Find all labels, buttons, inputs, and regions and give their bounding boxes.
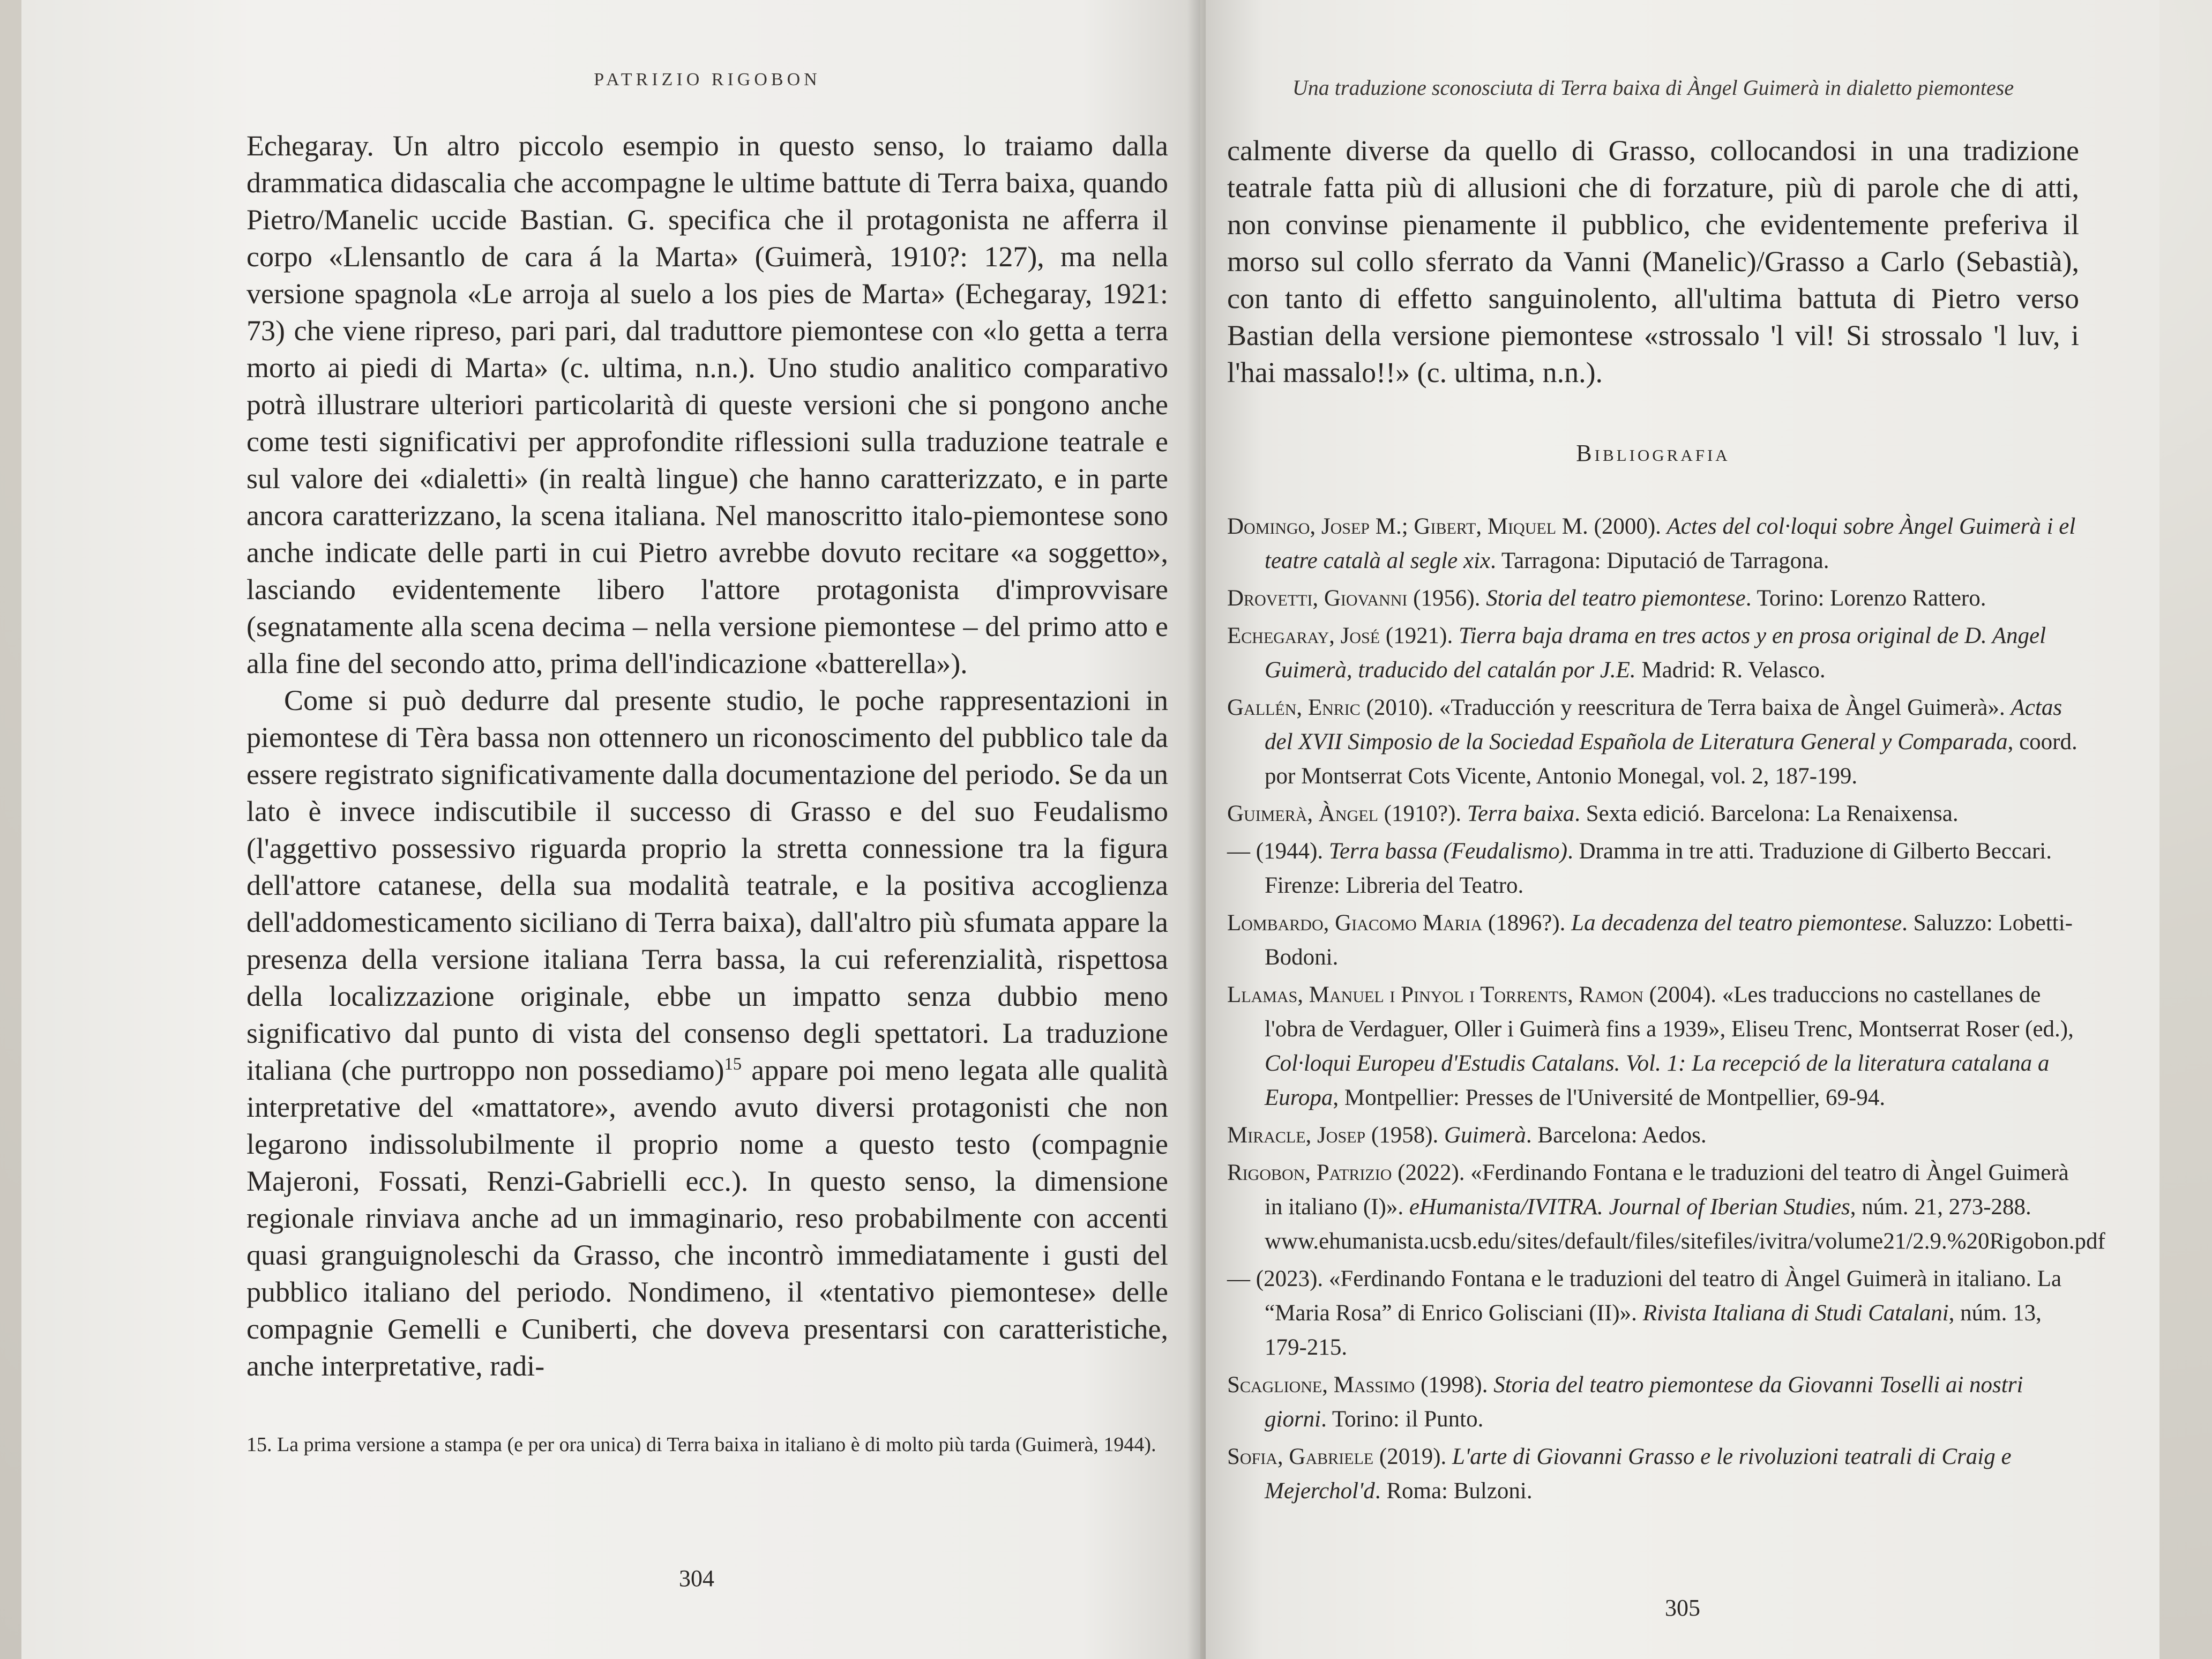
entry-rest: (2022). «Ferdinando Fontana e le traduzioni del teatro di Àngel Guimerà in italiano (I)». xyxy=(1265,1160,2069,1220)
entry-rest: (1896?). xyxy=(1482,910,1572,936)
entry-author: Lombardo, Giacomo Maria xyxy=(1227,910,1483,936)
entry-tail: . Tarragona: Diputació de Tarragona. xyxy=(1490,548,1829,573)
right-body-text xyxy=(1227,132,2079,391)
entry-rest: (2023). «Ferdinando Fontana e le traduzioni del teatro di Àngel Guimerà in italiano. La “Maria Rosa” di Enrico Golisciani (II)». xyxy=(1250,1266,2062,1326)
bibliography-entry xyxy=(1227,1262,2079,1365)
bibliography-entry xyxy=(1227,619,2079,687)
paragraph: Echegaray. Un altro piccolo esempio in questo senso, lo traiamo dalla drammatica didascalia che accompagne le ultime battute di Terra baixa, quando Pietro/Manelic uccide Bastian. G. specifica che il protagonista ne afferra il corpo «Llensantlo de cara á la Marta» (Guimerà, 1910?: 127), ma nella versione spagnola «Le arroja al suelo a los pies de Marta» (Echegaray, 1921: 73) che viene ripreso, pari pari, dal traduttore piemontese con «lo getta a terra morto ai piedi di Marta» (c. ultima, n.n.). Uno studio analitico comparativo potrà illustrare ulteriori particolarità di queste versioni che si pongono anche come testi significativi per approfondite riflessioni sulla traduzione teatrale e sul valore dei «dialetti» (in realtà lingue) che hanno caratterizzato, e in parte ancora caratterizzano, la scena italiana. Nel manoscritto italo-piemontese sono anche indicate delle parti in cui Pietro avrebbe dovuto recitare «a soggetto», lasciando evidentemente libero l'attore protagonista d'improvvisare (segnatamente alla scena decima – nella versione piemontese – del primo atto e alla fine del secondo atto, prima dell'indicazione «batterella»). xyxy=(246,130,1168,679)
bibliography-entry xyxy=(1227,1118,2079,1153)
entry-title: eHumanista/IVITRA. Journal of Iberian Studies xyxy=(1409,1194,1850,1220)
entry-author: Llamas, Manuel i Pinyol i Torrents, Ramon xyxy=(1227,982,1643,1007)
entry-rest: (2004). «Les traduccions no castellanes de l'obra de Verdaguer, Oller i Guimerà fins a 1939», Eliseu Trenc, Montserrat Roser (ed.), xyxy=(1265,982,2074,1042)
entry-title: L'arte di Giovanni Grasso e le rivoluzioni teatrali di Craig e Mejerchol'd xyxy=(1265,1444,2012,1504)
entry-author: Guimerà, Àngel xyxy=(1227,801,1378,826)
entry-rest: (2019). xyxy=(1373,1444,1453,1469)
entry-author: Echegaray, José xyxy=(1227,623,1380,648)
entry-title: La decadenza del teatro piemontese xyxy=(1571,910,1902,936)
left-page xyxy=(21,0,1200,1659)
footnote: 15. La prima versione a stampa (e per ora unica) di Terra baixa in italiano è di molto più tarda (Guimerà, 1944). xyxy=(246,1433,1156,1456)
paragraph xyxy=(246,682,1168,1385)
entry-title: Terra bassa (Feudalismo) xyxy=(1328,839,1568,864)
entry-author: — xyxy=(1227,839,1250,864)
entry-tail: , núm. 21, 273-288. www.ehumanista.ucsb.edu/sites/default/files/sitefiles/ivitra/volume21/2.9.%20Rigobon.pdf xyxy=(1265,1194,2105,1254)
entry-tail: Madrid: R. Velasco. xyxy=(1635,657,1826,683)
entry-rest: (1910?). xyxy=(1378,801,1467,826)
entry-tail: . Dramma in tre atti. Traduzione di Gilberto Beccari. Firenze: Libreria del Teatro. xyxy=(1265,839,2052,898)
right-page xyxy=(1206,0,2159,1659)
entry-tail: , coord. por Montserrat Cots Vicente, Antonio Monegal, vol. 2, 187-199. xyxy=(1265,729,2078,789)
page-number: 305 xyxy=(1665,1595,1700,1621)
entry-author: — xyxy=(1227,1266,1250,1291)
bibliography-entry xyxy=(1227,1156,2105,1259)
entry-rest: (1921). xyxy=(1380,623,1459,648)
entry-tail: . Saluzzo: Lobetti-Bodoni. xyxy=(1265,910,2073,970)
entry-title: Storia del teatro piemontese da Giovanni Toselli ai nostri giorni xyxy=(1265,1372,2023,1432)
entry-author: Gallén, Enric xyxy=(1227,695,1361,720)
bibliography-entry xyxy=(1227,581,2079,616)
entry-rest: (2000). xyxy=(1588,514,1667,539)
entry-title: Actas del XVII Simposio de la Sociedad Española de Literatura General y Comparada xyxy=(1265,695,2062,754)
bibliography-entry xyxy=(1227,510,2079,578)
entry-tail: . Barcelona: Aedos. xyxy=(1526,1123,1707,1148)
entry-tail: , núm. 13, 179-215. xyxy=(1265,1301,2042,1360)
entry-tail: . Sexta edició. Barcelona: La Renaixensa. xyxy=(1574,801,1959,826)
entry-title: Terra baixa xyxy=(1467,801,1575,826)
bibliography-list xyxy=(1227,510,2105,1508)
bibliography-entry xyxy=(1227,797,2079,831)
entry-title: Rivista Italiana di Studi Catalani xyxy=(1642,1301,1949,1326)
bibliography-entry xyxy=(1227,834,2079,903)
entry-author: Drovetti, Giovanni xyxy=(1227,586,1408,611)
entry-rest: (1944). xyxy=(1250,839,1329,864)
left-body-text xyxy=(246,128,1168,1385)
entry-title: Col·loqui Europeu d'Estudis Catalans. Vol. 1: La recepció de la literatura catalana a Europa xyxy=(1265,1051,2050,1110)
entry-rest: (1958). xyxy=(1365,1123,1445,1148)
paragraph: calmente diverse da quello di Grasso, collocandosi in una tradizione teatrale fatta più di allusioni che di forzature, più di parole che di atti, non convinse pienamente il pubblico, che evidentemente preferiva il morso sul collo sferrato da Vanni (Manelic)/Grasso a Carlo (Sebastià), con tanto di effetto sanguinolento, all'ultima battuta di Pietro verso Bastian della versione piemontese «strossalo 'l vil! Si strossalo 'l luv, i l'hai massalo!!» (c. ultima, n.n.). xyxy=(1227,134,2079,388)
page-number: 304 xyxy=(679,1565,714,1591)
entry-tail: . Torino: Lorenzo Rattero. xyxy=(1745,586,1986,611)
entry-author: Sofia, Gabriele xyxy=(1227,1444,1374,1469)
paragraph-text: Come si può dedurre dal presente studio, le poche rappresentazioni in piemontese di Tèra bassa non ottennero un riconoscimento del pubblico tale da essere registrato significativamente dalla documentazione del periodo. Se da un lato è invece indiscutibile il successo di Grasso e del suo Feudalismo (l'aggettivo possessivo riguarda proprio la stretta connessione tra la figura dell'attore catanese, della sua modalità teatrale, e la positiva accoglienza dell'addomesticamento siciliano di Terra baixa), dall'altro più sfumata appare la presenza della versione italiana Terra bassa, la cui referenzialità, rispettosa della localizzazione originale, ebbe un impatto senza dubbio meno significativo dal punto di vista del consenso degli spettatori. La traduzione italiana (che purtroppo non possediamo) xyxy=(246,684,1168,1086)
entry-author: Scaglione, Massimo xyxy=(1227,1372,1415,1398)
entry-rest: (2010). «Traducción y reescritura de Terra baixa de Àngel Guimerà». xyxy=(1360,695,2011,720)
entry-title: Guimerà xyxy=(1444,1123,1526,1148)
entry-tail: . Torino: il Punto. xyxy=(1321,1407,1484,1432)
footnote-marker: 15 xyxy=(724,1055,742,1074)
entry-title: Tierra baja drama en tres actos y en prosa original de D. Angel Guimerà, traducido del catalán por J.E. xyxy=(1265,623,2046,683)
entry-author: Miracle, Josep xyxy=(1227,1123,1366,1148)
running-head-title: Una traduzione sconosciuta di Terra baixa di Àngel Guimerà in dialetto piemontese xyxy=(1292,76,2014,100)
bibliography-heading: Bibliografia xyxy=(1576,440,1730,466)
paragraph-text: appare poi meno legata alle qualità interpretative del «mattatore», avendo avuto diversi protagonisti che non legarono indissolubilmente il proprio nome a questo testo (compagnie Majeroni, Fossati, Renzi-Gabrielli ecc.). In questo senso, la dimensione regionale rinviava anche ad un immaginario, reso probabilmente con accenti quasi granguignoleschi da Grasso, che incontrò immediatamente i gusti del pubblico italiano del periodo. Nondimeno, il «tentativo piemontese» delle compagnie Gemelli e Cuniberti, che doveva presentarsi con caratteristiche, anche interpretative, radi- xyxy=(246,1054,1168,1382)
bibliography-entry xyxy=(1227,978,2079,1115)
entry-tail: . Roma: Bulzoni. xyxy=(1374,1478,1533,1504)
bibliography-entry xyxy=(1227,1368,2079,1437)
entry-tail: , Montpellier: Presses de l'Université de Montpellier, 69-94. xyxy=(1333,1085,1886,1110)
entry-rest: (1956). xyxy=(1407,586,1486,611)
entry-author: Rigobon, Patrizio xyxy=(1227,1160,1392,1185)
bibliography-entry xyxy=(1227,1440,2079,1508)
bibliography-entry xyxy=(1227,691,2079,794)
entry-rest: (1998). xyxy=(1415,1372,1494,1398)
running-head-author: PATRIZIO RIGOBON xyxy=(594,70,821,89)
entry-title: Actes del col·loqui sobre Àngel Guimerà i el teatre català al segle xix xyxy=(1265,514,2076,573)
entry-title: Storia del teatro piemontese xyxy=(1486,586,1746,611)
bibliography-entry xyxy=(1227,906,2079,975)
entry-author: Domingo, Josep M.; Gibert, Miquel M. xyxy=(1227,514,1588,539)
